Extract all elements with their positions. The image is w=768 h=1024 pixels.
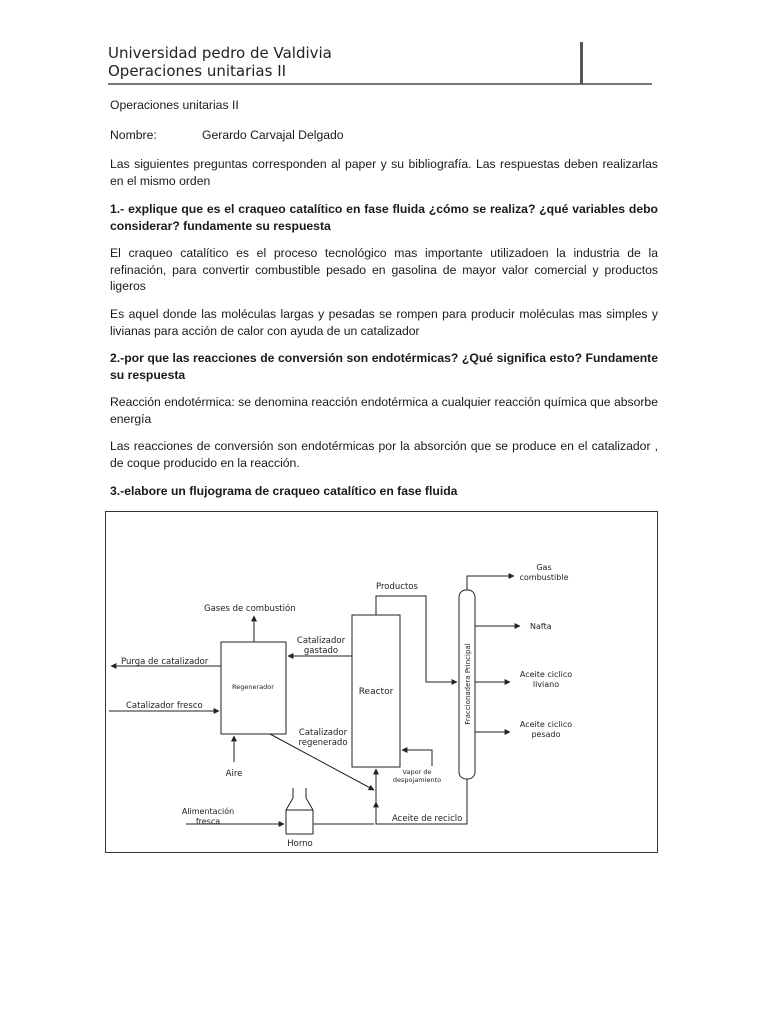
label-reactor: Reactor bbox=[358, 687, 394, 697]
label-catalizador-fresco: Catalizador fresco bbox=[126, 701, 203, 711]
label-alimentacion-2: fresca bbox=[195, 817, 221, 826]
label-vapor-1: Vapor de bbox=[402, 768, 432, 776]
header-vertical-divider bbox=[580, 42, 583, 84]
label-aire: Aire bbox=[225, 769, 243, 779]
label-horno: Horno bbox=[287, 839, 313, 849]
label-purga-catalizador: Purga de catalizador bbox=[121, 657, 209, 667]
header-text bbox=[108, 44, 332, 80]
doc-subtitle: Operaciones unitarias II bbox=[110, 98, 239, 112]
course-name: Operaciones unitarias II bbox=[108, 62, 287, 80]
label-alimentacion-1: Alimentación bbox=[181, 807, 235, 816]
fcc-flowchart bbox=[105, 511, 658, 853]
question-2: 2.-por que las reacciones de conversión son endotérmicas? ¿Qué significa esto? Fundamente su respuesta bbox=[110, 351, 658, 382]
label-cat-regen-1: Catalizador bbox=[298, 728, 348, 738]
question-1: 1.- explique que es el craqueo catalítico en fase fluida ¿cómo se realiza? ¿qué variables debo considerar? fundamente su respuesta bbox=[110, 202, 658, 233]
label-aceite-reciclo: Aceite de reciclo bbox=[392, 814, 463, 824]
label-acp-2: pesado bbox=[531, 730, 561, 739]
label-gas-2: combustible bbox=[519, 573, 569, 582]
label-regenerador: Regenerador bbox=[232, 683, 274, 691]
label-acp-1: Aceite ciclico bbox=[519, 720, 573, 729]
label-gas-1: Gas bbox=[536, 563, 552, 572]
answer-1-paragraph-2: Es aquel donde las moléculas largas y pesadas se rompen para producir moléculas mas simples y livianas para acción de calor con ayuda de un catalizador bbox=[110, 307, 658, 338]
label-cat-gastado-1: Catalizador bbox=[296, 636, 346, 646]
header-divider bbox=[108, 83, 652, 85]
answer-2-paragraph-2: Las reacciones de conversión son endotérmicas por la absorción que se produce en el catalizador , de coque producido en la reacción. bbox=[110, 439, 658, 470]
intro-paragraph: Las siguientes preguntas corresponden al paper y su bibliografía. Las respuestas deben realizarlas en el mismo orden bbox=[110, 157, 658, 188]
label-productos: Productos bbox=[376, 582, 418, 592]
label-fraccionadora: Fraccionadera Principal bbox=[464, 643, 472, 725]
label-cat-regen-2: regenerado bbox=[298, 738, 348, 748]
label-vapor-2: despojamiento bbox=[392, 776, 442, 784]
answer-2-paragraph-1: Reacción endotérmica: se denomina reacción endotérmica a cualquier reacción química que absorbe energía bbox=[110, 395, 658, 426]
label-nafta: Nafta bbox=[530, 622, 552, 631]
label-gases-combustion: Gases de combustión bbox=[204, 604, 296, 614]
furnace-shape bbox=[286, 788, 313, 834]
label-cat-gastado-2: gastado bbox=[303, 646, 339, 656]
answer-1-paragraph-1: El craqueo catalítico es el proceso tecnológico mas importante utilizadoen la industria de la refinación, para convertir combustible pesado en gasolina de mayor valor comercial y productos ligeros bbox=[110, 246, 658, 294]
question-3: 3.-elabore un flujograma de craqueo catalítico en fase fluida bbox=[110, 484, 458, 498]
university-name: Universidad pedro de Valdivia bbox=[108, 44, 332, 62]
name-value: Gerardo Carvajal Delgado bbox=[202, 128, 344, 142]
flowchart-svg bbox=[106, 512, 657, 852]
label-acl-1: Aceite ciclico bbox=[519, 670, 573, 679]
name-label: Nombre: bbox=[110, 128, 157, 142]
label-acl-2: liviano bbox=[532, 680, 560, 689]
